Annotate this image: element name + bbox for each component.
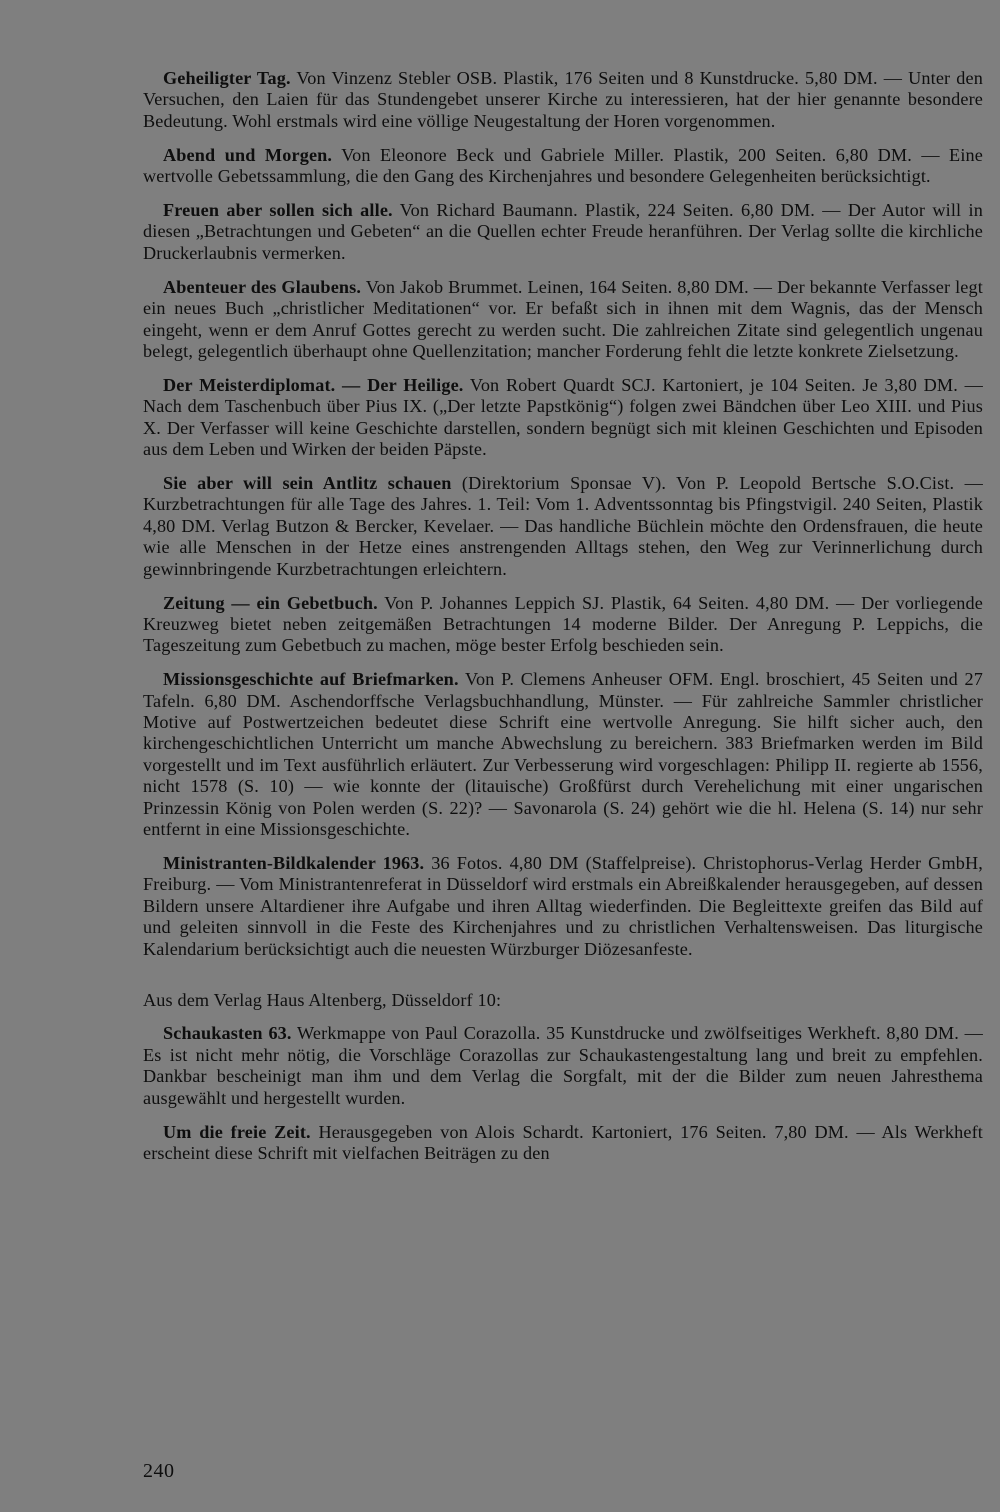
review-entry-der-meisterdiplomat — [143, 375, 983, 461]
entry-body: Von Robert Quardt SCJ. Kartoniert, je 104 Seiten. Je 3,80 DM. — Nach dem Taschenbuch über Pius IX. („Der letzte Papstkönig“) folgen zwei Bändchen über Leo XIII. und Pius X. Der Verfasser will keine Geschichte darstellen, sondern begnügt sich mit kleinen Geschichten und Episoden aus dem Leben und Wirken der beiden Päpste. — [143, 374, 983, 460]
entry-body: Herausgegeben von Alois Schardt. Kartoniert, 176 Seiten. 7,80 DM. — Als Werkheft erscheint diese Schrift mit vielfachen Beiträgen zu den — [143, 1121, 983, 1163]
entry-body: 36 Fotos. 4,80 DM (Staffelpreise). Christophorus-Verlag Herder GmbH, Freiburg. — Vom Ministrantenreferat in Düsseldorf wird erstmals ein Abreißkalender herausgegeben, auf dessen Bildern unsere Altardiener ihre Aufgabe und ihren Alltag wiederfinden. Die Begleittexte greifen das Bild auf und geleiten sinnvoll in die Feste des Kirchenjahres und zu christlichen Verhaltensweisen. Das liturgische Kalendarium berücksichtigt auch die neuesten Würzburger Diözesanfeste. — [143, 853, 983, 959]
entry-title: Abend und Morgen. — [163, 144, 333, 165]
review-entry-sie-aber-will-sein-antlitz-schauen — [143, 473, 983, 580]
entry-title: Geheiligter Tag. — [163, 68, 291, 88]
review-entry-missionsgeschichte-auf-briefmarken — [143, 669, 983, 840]
entry-body: Von Richard Baumann. Plastik, 224 Seiten. 6,80 DM. — Der Autor will in diesen „Betrachtungen und Gebeten“ an die Quellen echter Freude heranführen. Der Verlag sollte die kirchliche Druckerlaubnis vermerken. — [143, 200, 983, 263]
review-entry-schaukasten-63 — [143, 1023, 983, 1109]
entry-title: Abenteuer des Glaubens. — [163, 276, 362, 297]
review-entry-abenteuer-des-glaubens — [143, 277, 983, 363]
entry-body: Von P. Johannes Leppich SJ. Plastik, 64 Seiten. 4,80 DM. — Der vorliegende Kreuzweg bietet neben zeitgemäßen Betrachtungen 14 moderne Bilder. Der Anregung P. Leppichs, die Tageszeitung zum Gebetbuch zu machen, möge bester Erfolg beschieden sein. — [143, 592, 983, 656]
review-entry-um-die-freie-zeit — [143, 1122, 983, 1165]
entry-title: Freuen aber sollen sich alle. — [163, 200, 393, 221]
entry-body: Von Eleonore Beck und Gabriele Miller. Plastik, 200 Seiten. 6,80 DM. — Eine wertvolle Gebetssammlung, die den Gang des Kirchenjahres und besondere Gelegenheiten berücksichtigt. — [143, 144, 983, 187]
entry-title: Um die freie Zeit. — [163, 1121, 311, 1142]
book-review-page — [143, 68, 983, 1177]
review-entry-freuen-aber-sollen-sich-alle — [143, 200, 983, 264]
page-number: 240 — [143, 1460, 175, 1482]
publisher-heading: Aus dem Verlag Haus Altenberg, Düsseldorf 10: — [143, 990, 502, 1011]
review-entry-geheiligter-tag — [143, 68, 983, 132]
entry-body: Von Vinzenz Stebler OSB. Plastik, 176 Seiten und 8 Kunstdrucke. 5,80 DM. — Unter den Versuchen, den Laien für das Stundengebet unserer Kirche zu interessieren, hat der hier genannte besondere Bedeutung. Wohl erstmals wird eine völlige Neugestaltung der Horen vorgenommen. — [143, 68, 983, 131]
entry-title: Ministranten-Bildkalender 1963. — [163, 853, 425, 873]
entry-title: Schaukasten 63. — [163, 1023, 292, 1044]
entry-body: Von P. Clemens Anheuser OFM. Engl. broschiert, 45 Seiten und 27 Tafeln. 6,80 DM. Aschendorffsche Verlagsbuchhandlung, Münster. — Für zahlreiche Sammler christlicher Motive auf Postwertzeichen bedeutet diese Schrift eine wertvolle Anregung. Sie hilft sicher auch, den kirchengeschichtlichen Unterricht um manche Abwechslung zu bereichern. 383 Briefmarken werden im Bild vorgestellt und im Text ausführlich erläutert. Zur Verbesserung wird vorgeschlagen: Philipp II. regierte ab 1556, nicht 1578 (S. 10) — wie konnte der (litauische) Großfürst durch Verehelichung mit einer ungarischen Prinzessin König von Polen werden (S. 22)? — Savonarola (S. 24) gehört wie die hl. Helena (S. 14) nur sehr entfernt in eine Missionsgeschichte. — [143, 669, 983, 840]
review-entry-ministranten-bildkalender — [143, 853, 983, 960]
entry-body: (Direktorium Sponsae V). Von P. Leopold Bertsche S.O.Cist. — Kurzbetrachtungen für alle Tage des Jahres. 1. Teil: Vom 1. Adventssonntag bis Pfingstvigil. 240 Seiten, Plastik 4,80 DM. Verlag Butzon & Bercker, Kevelaer. — Das handliche Büchlein möchte den Ordensfrauen, die heute wie alle Menschen in der Hetze eines anstrengenden Alltags stehen, den Weg zur Verinnerlichung durch gewinnbringende Kurzbetrachtungen erleichtern. — [143, 473, 983, 579]
entry-body: Werkmappe von Paul Corazolla. 35 Kunstdrucke und zwölfseitiges Werkheft. 8,80 DM. — Es ist nicht mehr nötig, die Vorschläge Corazollas zur Schaukastengestaltung lang und breit zu empfehlen. Dankbar bescheinigt man ihm und dem Verlag die Sorgfalt, mit der die Bilder zum neuen Jahresthema ausgewählt und hergestellt wurden. — [143, 1023, 983, 1108]
entry-title: Zeitung — ein Gebetbuch. — [163, 592, 378, 613]
entry-title: Sie aber will sein Antlitz schauen — [163, 473, 452, 493]
review-entry-abend-und-morgen — [143, 145, 983, 188]
entry-title: Missionsgeschichte auf Briefmarken. — [163, 669, 459, 690]
entry-body: Von Jakob Brummet. Leinen, 164 Seiten. 8,80 DM. — Der bekannte Verfasser legt ein neues Buch „christlicher Meditationen“ vor. Er befaßt sich in ihnen mit dem Wagnis, das der Mensch eingeht, wenn er dem Anruf Gottes gerecht zu werden sucht. Die zahlreichen Zitate sind gelegentlich ungenau belegt, gelegentlich überhaupt ohne Quellenzitation; mancher Forderung fehlt die letzte konkrete Zielsetzung. — [143, 276, 983, 361]
entry-title: Der Meisterdiplomat. — Der Heilige. — [163, 374, 464, 395]
review-entry-zeitung-ein-gebetbuch — [143, 593, 983, 657]
